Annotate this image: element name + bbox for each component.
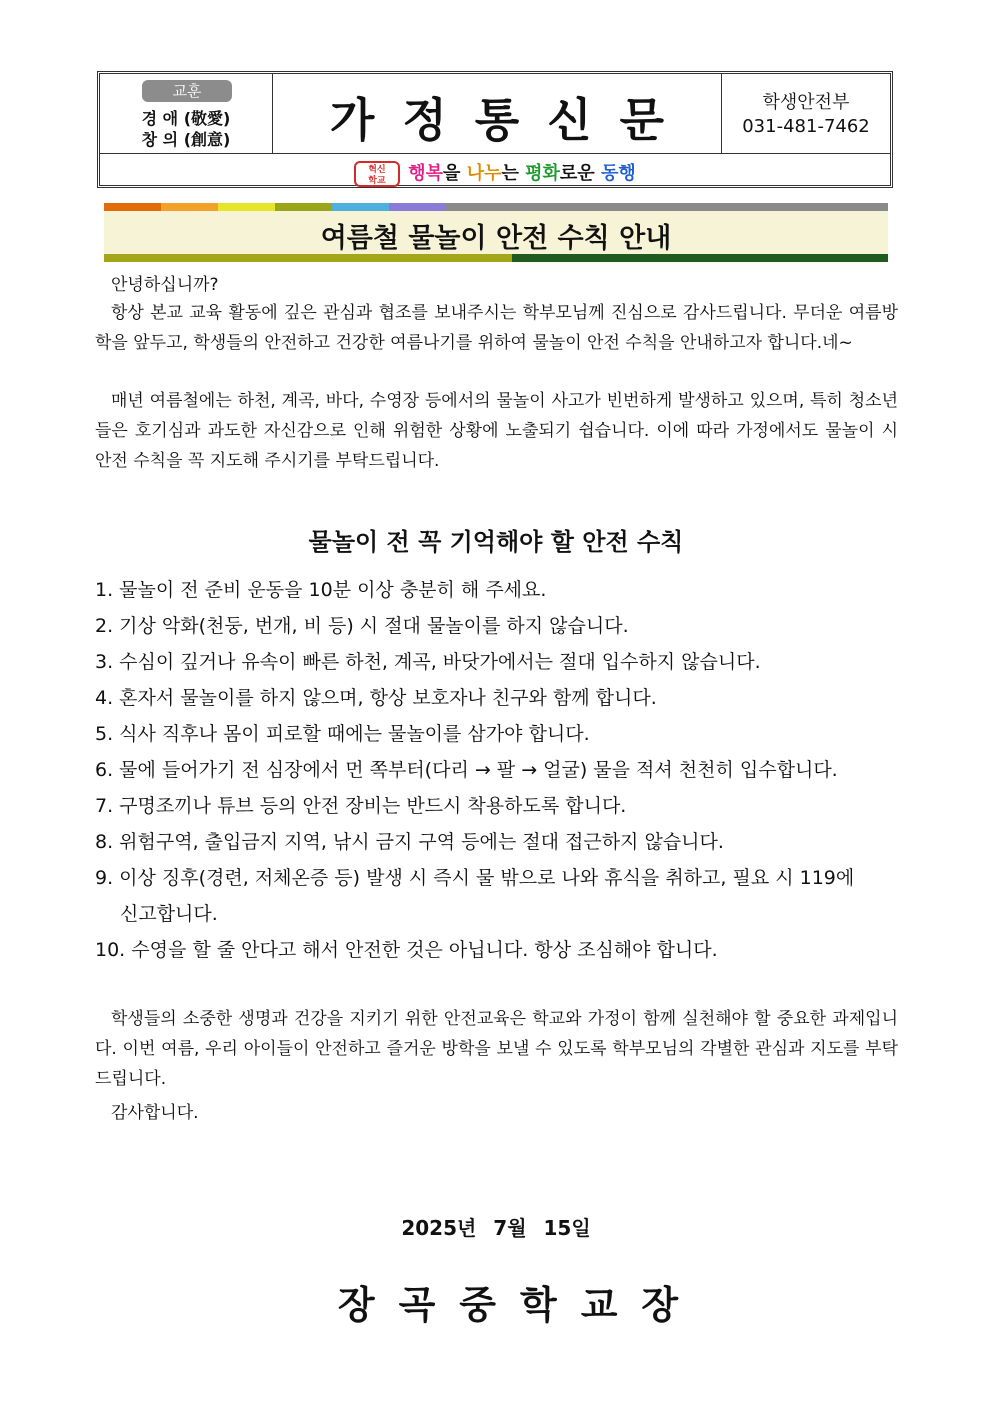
rule-item: 10. 수영을 할 줄 안다고 해서 안전한 것은 아닙니다. 항상 조심해야 합니다. bbox=[95, 939, 718, 961]
document-title: 가정통신문 bbox=[329, 93, 693, 147]
slogan-part: 을 bbox=[443, 163, 467, 184]
rule-item: 1. 물놀이 전 준비 운동을 10분 이상 충분히 해 주세요. bbox=[95, 579, 547, 601]
department-phone: 031-481-7462 bbox=[742, 116, 870, 137]
rule-item: 9. 이상 징후(경련, 저체온증 등) 발생 시 즉시 물 밖으로 나와 휴식을 취하고, 필요 시 119에 bbox=[95, 867, 855, 889]
letterhead-table bbox=[97, 71, 893, 188]
department-name: 학생안전부 bbox=[762, 92, 850, 113]
slogan-part: 나누 bbox=[466, 163, 502, 184]
rule-item: 4. 혼자서 물놀이를 하지 않으며, 항상 보호자나 친구와 함께 합니다. bbox=[95, 687, 657, 709]
closing-paragraph: 학생들의 소중한 생명과 건강을 지키기 위한 안전교육은 학교와 가정이 함께 실천해야 할 중요한 과제입니다. 이번 여름, 우리 아이들이 안전하고 즐거운 방학을 보낼 수 있도록 학부모님의 각별한 관심과 지도를 부탁드립니다. bbox=[95, 1009, 898, 1089]
department-cell bbox=[722, 74, 890, 153]
innovation-school-badge-icon bbox=[354, 161, 400, 187]
slogan-part: 평화 bbox=[525, 163, 560, 184]
closing-thanks: 감사합니다. bbox=[111, 1103, 199, 1123]
slogan-part: 동행 bbox=[600, 163, 636, 184]
color-bar-segment bbox=[389, 203, 446, 211]
rule-item: 2. 기상 악화(천둥, 번개, 비 등) 시 절대 물놀이를 하지 않습니다. bbox=[95, 615, 629, 637]
badge-text-top: 혁신 bbox=[368, 165, 386, 175]
rule-item: 5. 식사 직후나 몸이 피로할 때에는 물놀이를 삼가야 합니다. bbox=[95, 723, 590, 745]
color-bar-segment bbox=[104, 203, 161, 211]
rule-item: 8. 위험구역, 출입금지 지역, 낚시 금지 구역 등에는 절대 접근하지 않습니다. bbox=[95, 831, 724, 853]
motto-line-1: 경 애 (敬愛) bbox=[141, 109, 231, 128]
color-bar-segment bbox=[332, 203, 389, 211]
under-bar-segment bbox=[512, 254, 888, 262]
intro-paragraph-1: 항상 본교 교육 활동에 깊은 관심과 협조를 보내주시는 학부모님께 진심으로 감사드립니다. 무더운 여름방학을 앞두고, 학생들의 안전하고 건강한 여름나기를 위하여 물놀이 안전 수칙을 안내하고자 합니다.네~ bbox=[95, 303, 898, 353]
principal-signature: 장곡중학교장 bbox=[337, 1283, 703, 1327]
slogan-part: 행복 bbox=[408, 163, 444, 184]
safety-rules-list bbox=[95, 572, 901, 968]
slogan-part: 는 bbox=[501, 163, 526, 184]
intro-paragraph-2: 매년 여름철에는 하천, 계곡, 바다, 수영장 등에서의 물놀이 사고가 빈번하게 발생하고 있으며, 특히 청소년들은 호기심과 과도한 자신감으로 인해 위험한 상황에 노출되기 쉽습니다. 이에 따라 가정에서도 물놀이 시 안전 수칙을 꼭 지도해 주시기를 부탁드립니다. bbox=[95, 391, 898, 471]
rule-item: 3. 수심이 깊거나 유속이 빠른 하천, 계곡, 바닷가에서는 절대 입수하지 않습니다. bbox=[95, 651, 761, 673]
notice-title: 여름철 물놀이 안전 수칙 안내 bbox=[320, 223, 672, 254]
motto-badge: 교훈 bbox=[142, 80, 232, 102]
issue-date: 2025년 7월 15일 bbox=[401, 1216, 591, 1240]
slogan-text bbox=[408, 163, 635, 184]
rule-item-continuation-text: 신고합니다. bbox=[120, 903, 218, 925]
color-bar-segment bbox=[275, 203, 332, 211]
rules-heading: 물놀이 전 꼭 기억해야 할 안전 수칙 bbox=[308, 528, 684, 556]
under-bar-segment bbox=[104, 254, 512, 262]
school-motto-cell bbox=[100, 74, 273, 153]
decorative-color-bar bbox=[104, 203, 888, 211]
rule-item-continuation bbox=[95, 896, 901, 932]
badge-text-bottom: 학교 bbox=[368, 176, 386, 186]
rule-item: 7. 구명조끼나 튜브 등의 안전 장비는 반드시 착용하도록 합니다. bbox=[95, 795, 627, 817]
motto-line-2: 창 의 (創意) bbox=[141, 130, 231, 149]
rule-item: 6. 물에 들어가기 전 심장에서 먼 쪽부터(다리 → 팔 → 얼굴) 물을 적셔 천천히 입수합니다. bbox=[95, 759, 838, 781]
greeting: 안녕하십니까? bbox=[111, 275, 219, 295]
color-bar-segment bbox=[446, 203, 888, 211]
color-bar-segment bbox=[218, 203, 275, 211]
slogan-row bbox=[100, 153, 890, 185]
slogan bbox=[100, 159, 890, 187]
document-title-cell bbox=[273, 74, 722, 153]
slogan-part: 로운 bbox=[559, 163, 601, 184]
decorative-under-bar bbox=[104, 254, 888, 262]
notice-title-box bbox=[104, 211, 888, 254]
color-bar-segment bbox=[161, 203, 218, 211]
